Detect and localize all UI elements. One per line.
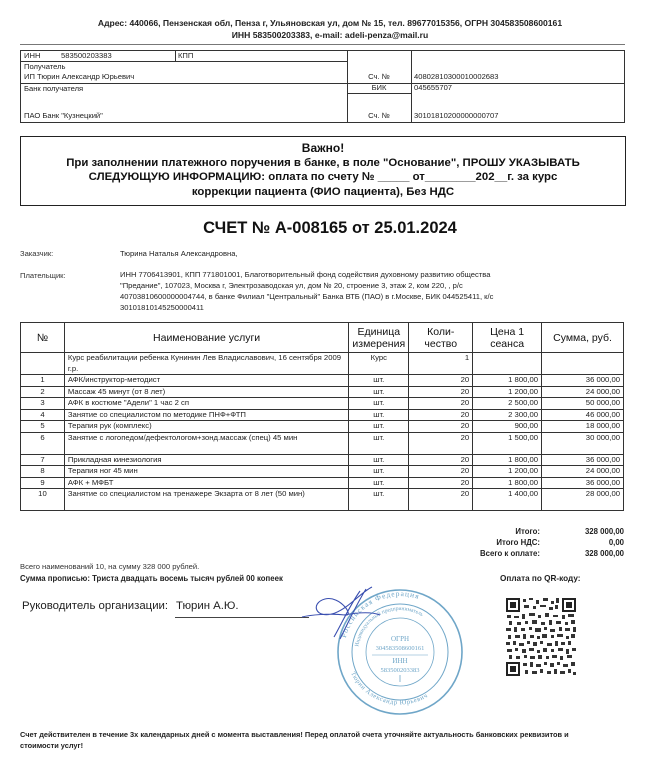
cell-unit: шт.	[349, 386, 409, 398]
qr-payment-label: Оплата по QR-коду:	[500, 574, 581, 583]
payer-line-3: 40703810600000004744, в банке Филиал "Центральный" Банка ВТБ (ПАО) в г.Москве, БИК 044525411, к/с	[120, 292, 494, 301]
cell-name: Занятие со специалистом на тренажере Экзарта от 8 лет (50 мин)	[64, 489, 348, 511]
table-row	[21, 477, 624, 489]
cell-unit: шт.	[349, 398, 409, 410]
cell-name: Терапия ног 45 мин	[64, 466, 348, 478]
cell-price: 1 500,00	[473, 432, 542, 454]
cell-num: 10	[21, 489, 65, 511]
cell-name: Терапия рук (комплекс)	[64, 421, 348, 433]
qr-code-icon	[505, 597, 577, 677]
cell-name: Прикладная кинезиология	[64, 454, 348, 466]
table-row	[21, 375, 624, 387]
cell-price: 900,00	[473, 421, 542, 433]
course-row	[21, 353, 624, 375]
cell-price: 1 200,00	[473, 466, 542, 478]
customer-label: Заказчик:	[20, 249, 54, 258]
bik-value: 045655707	[414, 83, 453, 92]
cell-unit: шт.	[349, 477, 409, 489]
cell-sum	[542, 353, 624, 375]
table-row	[21, 432, 624, 454]
vat-row	[420, 537, 624, 548]
cell-unit: шт.	[349, 454, 409, 466]
cell-unit: шт.	[349, 421, 409, 433]
col-header-num: №	[21, 323, 65, 353]
handwritten-signature	[300, 585, 390, 645]
corr-account-value: 30101810200000000707	[414, 111, 499, 120]
important-line-1: При заполнении платежного поручения в банке, в поле "Основание", ПРОШУ УКАЗЫВАТЬ	[66, 156, 580, 169]
recipient-label: Получатель	[24, 62, 66, 71]
services-table	[20, 322, 624, 511]
col-header-sum: Сумма, руб.	[542, 323, 624, 353]
cell-sum: 46 000,00	[542, 409, 624, 421]
payer-label: Плательщик:	[20, 271, 66, 280]
inn-label: ИНН	[24, 51, 41, 60]
cell-unit: шт.	[349, 489, 409, 511]
signature-line	[175, 617, 309, 618]
col-header-price: Цена 1 сеанса	[473, 323, 542, 353]
due-label: Всего к оплате:	[480, 549, 540, 558]
account-label: Сч. №	[368, 72, 390, 81]
cell-num: 1	[21, 375, 65, 387]
cell-name: Массаж 45 минут (от 8 лет)	[64, 386, 348, 398]
cell-qty: 20	[409, 466, 473, 478]
stamp-ogrn-value: 304583508600161	[375, 645, 425, 652]
col-header-qty: Коли- чество	[409, 323, 473, 353]
signature-icon	[300, 585, 390, 645]
table-row	[21, 386, 624, 398]
divider	[21, 83, 625, 84]
cell-num: 4	[21, 409, 65, 421]
cell-qty: 20	[409, 398, 473, 410]
total-row	[420, 526, 624, 537]
cell-price: 1 800,00	[473, 454, 542, 466]
invoice-title: СЧЕТ № А-008165 от 25.01.2024	[203, 219, 457, 237]
footer-line-2: стоимости услуг!	[20, 740, 84, 750]
cell-qty: 20	[409, 454, 473, 466]
payer-details	[120, 269, 640, 313]
table-row	[21, 489, 624, 511]
total-value: 328 000,00	[584, 527, 624, 536]
inn-value: 583500203383	[61, 51, 112, 60]
cell-price: 1 200,00	[473, 386, 542, 398]
due-row	[420, 548, 624, 559]
cell-price: 1 800,00	[473, 375, 542, 387]
table-row	[21, 421, 624, 433]
signature-label: Руководитель организации:	[22, 600, 169, 612]
payment-qr-code[interactable]	[505, 597, 577, 677]
cell-num: 2	[21, 386, 65, 398]
table-row	[21, 398, 624, 410]
cell-unit: шт.	[349, 375, 409, 387]
table-row	[21, 454, 624, 466]
cell-qty: 20	[409, 489, 473, 511]
cell-name: АФК/инструктор-методист	[64, 375, 348, 387]
items-count-note: Всего наименований 10, на сумму 328 000 рублей.	[20, 562, 200, 571]
important-line-2: СЛЕДУЮЩУЮ ИНФОРМАЦИЮ: оплата по счету № _____ от________202__г. за курс	[88, 171, 558, 183]
company-inn-email: ИНН 583500203383, e-mail: adeli-penza@mail.ru	[231, 30, 429, 40]
kpp-label: КПП	[178, 51, 194, 60]
cell-price: 2 500,00	[473, 398, 542, 410]
divider	[347, 93, 411, 94]
recipient-name: ИП Тюрин Александр Юрьевич	[24, 72, 135, 81]
cell-sum: 24 000,00	[542, 386, 624, 398]
cell-price	[473, 353, 542, 375]
cell-sum: 50 000,00	[542, 398, 624, 410]
cell-qty: 1	[409, 353, 473, 375]
cell-name: Занятие со специалистом по методике ПНФ+ФТП	[64, 409, 348, 421]
bank-name: ПАО Банк "Кузнецкий"	[24, 111, 103, 120]
vat-label: Итого НДС:	[496, 538, 540, 547]
table-row	[21, 466, 624, 478]
svg-text:Тюрин Александр Юрьевич: Тюрин Александр Юрьевич	[349, 670, 430, 707]
cell-price: 1 800,00	[473, 477, 542, 489]
divider	[411, 51, 412, 123]
signature-name: Тюрин А.Ю.	[176, 600, 239, 612]
cell-sum: 24 000,00	[542, 466, 624, 478]
cell-num: 8	[21, 466, 65, 478]
bank-label: Банк получателя	[24, 84, 84, 93]
cell-price: 2 300,00	[473, 409, 542, 421]
divider	[21, 61, 347, 62]
header-divider	[20, 44, 625, 45]
cell-name: Занятие с логопедом/дефектологом+зонд.массаж (спец) 45 мин	[64, 432, 348, 454]
cell-sum: 28 000,00	[542, 489, 624, 511]
cell-name: АФК + МФБТ	[64, 477, 348, 489]
cell-unit: шт.	[349, 432, 409, 454]
total-label: Итого:	[515, 527, 540, 536]
important-line-3: коррекции пациента (ФИО пациента), Без НДС	[191, 185, 455, 198]
divider	[175, 51, 176, 61]
cell-sum: 36 000,00	[542, 454, 624, 466]
amount-in-words: Сумма прописью: Триста двадцать восемь тысяч рублей 00 копеек	[20, 574, 283, 583]
cell-name: Курс реабилитации ребенка Кунинин Лев Владиславович, 16 сентября 2009 г.р.	[64, 353, 348, 375]
cell-sum: 36 000,00	[542, 375, 624, 387]
svg-text:Индивидуальный предприниматель: Индивидуальный предприниматель	[354, 605, 425, 648]
validity-footer	[20, 730, 635, 751]
svg-text:Российская Федерация: Российская Федерация	[338, 588, 422, 639]
cell-qty: 20	[409, 386, 473, 398]
footer-line-1: Счет действителен в течение 3х календарных дней с момента выставления! Перед оплатой счета уточняйте актуальность банковских реквизитов и	[20, 730, 569, 739]
account-value: 40802810300010002683	[414, 72, 499, 81]
customer-value: Тюрина Наталья Александровна,	[120, 249, 238, 258]
cell-unit: шт.	[349, 409, 409, 421]
cell-sum: 30 000,00	[542, 432, 624, 454]
col-header-unit: Единица измерения	[349, 323, 409, 353]
cell-unit: Курс	[349, 353, 409, 375]
col-header-name: Наименование услуги	[64, 323, 348, 353]
cell-sum: 18 000,00	[542, 421, 624, 433]
payer-line-4: 30101810145250000411	[120, 303, 204, 312]
recipient-details-table	[20, 50, 625, 123]
company-address: Адрес: 440066, Пензенская обл, Пенза г, Ульяновская ул, дом № 15, тел. 89677015356, ОГРН 304583508600161	[97, 18, 563, 28]
cell-qty: 20	[409, 409, 473, 421]
company-header	[0, 17, 660, 41]
cell-qty: 20	[409, 477, 473, 489]
cell-name: АФК в костюме "Адели" 1 час 2 сп	[64, 398, 348, 410]
cell-num: 3	[21, 398, 65, 410]
payer-line-1: ИНН 7706413901, КПП 771801001, Благотворительный фонд содействия духовному развитию общества	[120, 270, 491, 279]
cell-num: 5	[21, 421, 65, 433]
totals-block	[420, 526, 624, 559]
important-title: Важно!	[301, 141, 345, 155]
cell-qty: 20	[409, 375, 473, 387]
cell-qty: 20	[409, 432, 473, 454]
stamp-inn-value: 583500203383	[380, 667, 420, 674]
due-value: 328 000,00	[584, 549, 624, 558]
stamp-inn-label: ИНН	[392, 657, 408, 665]
stamp-ogrn-label: ОГРН	[390, 635, 410, 643]
corr-account-label: Сч. №	[368, 111, 390, 120]
cell-sum: 36 000,00	[542, 477, 624, 489]
table-header-row	[21, 323, 624, 353]
cell-num	[21, 353, 65, 375]
cell-qty: 20	[409, 421, 473, 433]
cell-price: 1 400,00	[473, 489, 542, 511]
vat-value: 0,00	[608, 538, 624, 547]
table-row	[21, 409, 624, 421]
cell-num: 6	[21, 432, 65, 454]
important-notice-box	[20, 136, 626, 206]
cell-unit: шт.	[349, 466, 409, 478]
bik-label: БИК	[371, 83, 387, 92]
cell-num: 7	[21, 454, 65, 466]
cell-num: 9	[21, 477, 65, 489]
payer-line-2: "Предание", 107023, Москва г, Электрозаводская ул, дом № 20, строение 3, этаж 2, ком 220, , р/с	[120, 281, 463, 290]
